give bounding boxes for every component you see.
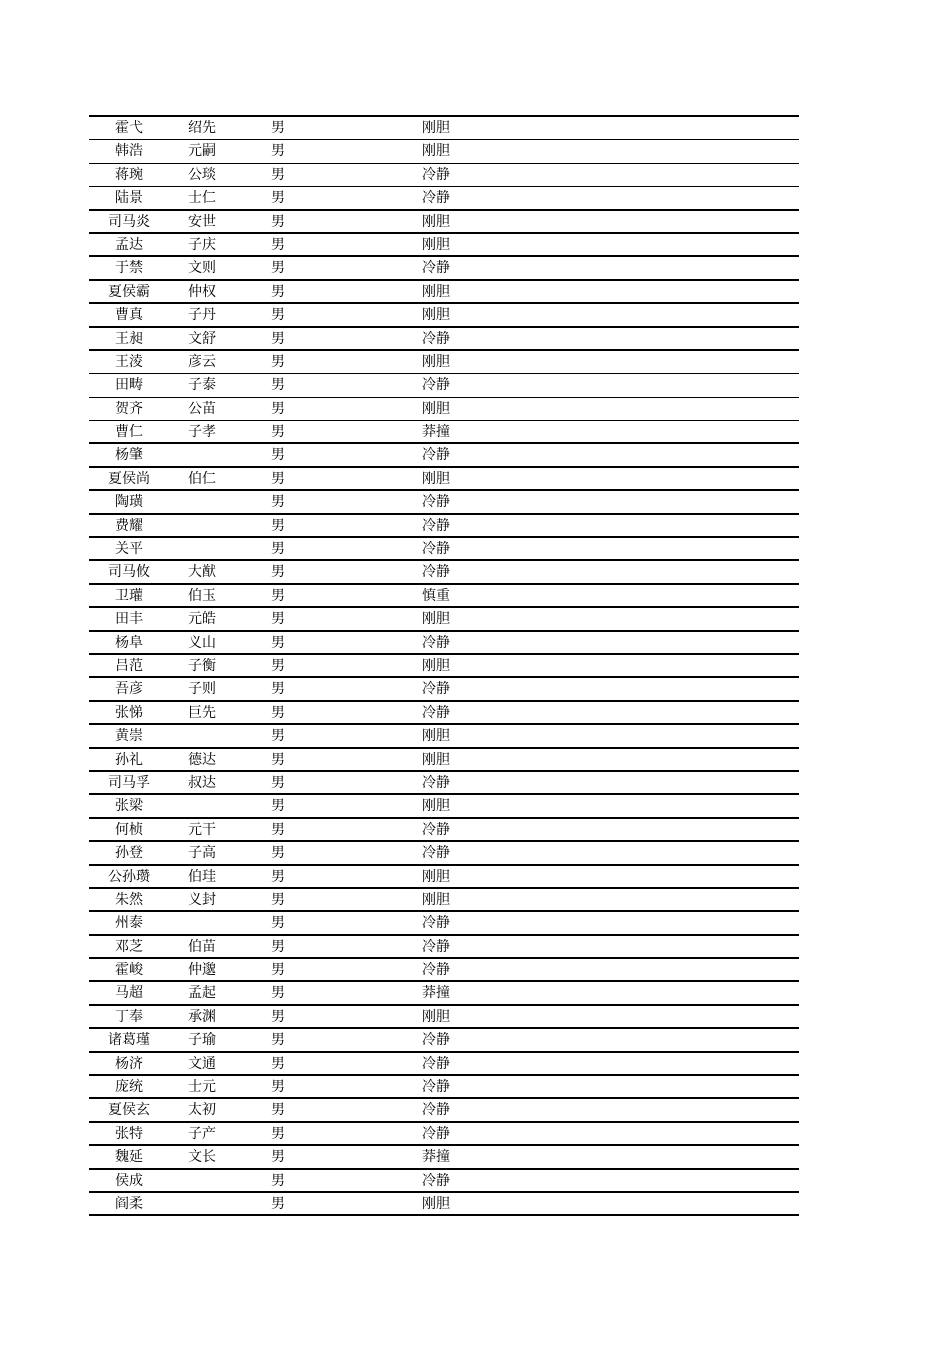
gender-cell: 男 bbox=[271, 821, 285, 838]
name-cell: 庞统 bbox=[115, 1079, 143, 1096]
courtesy-name-cell: 公苗 bbox=[188, 400, 216, 417]
gender-cell: 男 bbox=[271, 938, 285, 955]
table-row bbox=[89, 538, 799, 561]
trait-cell: 刚胆 bbox=[422, 400, 450, 417]
courtesy-name-cell: 伯珪 bbox=[188, 868, 216, 885]
name-cell: 田畴 bbox=[115, 377, 143, 394]
trait-cell: 刚胆 bbox=[422, 798, 450, 815]
courtesy-name-cell: 伯仁 bbox=[188, 470, 216, 487]
name-cell: 杨肇 bbox=[115, 447, 143, 464]
gender-cell: 男 bbox=[271, 120, 285, 136]
gender-cell: 男 bbox=[271, 447, 285, 464]
trait-cell: 冷静 bbox=[422, 166, 450, 183]
table-row bbox=[89, 374, 799, 397]
gender-cell: 男 bbox=[271, 166, 285, 183]
name-cell: 孙登 bbox=[115, 845, 143, 862]
name-cell: 蒋琬 bbox=[115, 166, 143, 183]
courtesy-name-cell: 元皓 bbox=[188, 611, 216, 628]
trait-cell: 冷静 bbox=[422, 517, 450, 534]
table-row bbox=[89, 211, 799, 234]
name-cell: 霍弋 bbox=[115, 120, 143, 136]
trait-cell: 刚胆 bbox=[422, 751, 450, 768]
gender-cell: 男 bbox=[271, 868, 285, 885]
name-cell: 张梁 bbox=[115, 798, 143, 815]
name-cell: 霍峻 bbox=[115, 962, 143, 979]
gender-cell: 男 bbox=[271, 1195, 285, 1212]
gender-cell: 男 bbox=[271, 377, 285, 394]
table-row bbox=[89, 444, 799, 467]
trait-cell: 冷静 bbox=[422, 845, 450, 862]
gender-cell: 男 bbox=[271, 143, 285, 160]
courtesy-name-cell: 元嗣 bbox=[188, 143, 216, 160]
table-row bbox=[89, 1099, 799, 1122]
name-cell: 夏侯霸 bbox=[108, 283, 150, 300]
name-cell: 曹仁 bbox=[115, 424, 143, 441]
name-cell: 州泰 bbox=[115, 915, 143, 932]
table-row bbox=[89, 608, 799, 631]
gender-cell: 男 bbox=[271, 424, 285, 441]
table-row bbox=[89, 281, 799, 304]
table-row bbox=[89, 468, 799, 491]
table-row bbox=[89, 515, 799, 538]
gender-cell: 男 bbox=[271, 657, 285, 674]
trait-cell: 刚胆 bbox=[422, 891, 450, 908]
courtesy-name-cell: 士仁 bbox=[188, 190, 216, 207]
trait-cell: 冷静 bbox=[422, 447, 450, 464]
courtesy-name-cell: 文长 bbox=[188, 1149, 216, 1166]
courtesy-name-cell: 子庆 bbox=[188, 236, 216, 253]
gender-cell: 男 bbox=[271, 891, 285, 908]
trait-cell: 冷静 bbox=[422, 681, 450, 698]
trait-cell: 刚胆 bbox=[422, 143, 450, 160]
gender-cell: 男 bbox=[271, 307, 285, 324]
trait-cell: 刚胆 bbox=[422, 611, 450, 628]
table-row bbox=[89, 982, 799, 1005]
courtesy-name-cell: 子丹 bbox=[188, 307, 216, 324]
name-cell: 韩浩 bbox=[115, 143, 143, 160]
courtesy-name-cell: 太初 bbox=[188, 1102, 216, 1119]
gender-cell: 男 bbox=[271, 915, 285, 932]
courtesy-name-cell: 德达 bbox=[188, 751, 216, 768]
gender-cell: 男 bbox=[271, 1102, 285, 1119]
courtesy-name-cell: 绍先 bbox=[188, 120, 216, 136]
name-cell: 朱然 bbox=[115, 891, 143, 908]
trait-cell: 刚胆 bbox=[422, 353, 450, 370]
trait-cell: 莽撞 bbox=[422, 985, 450, 1002]
gender-cell: 男 bbox=[271, 260, 285, 277]
gender-cell: 男 bbox=[271, 611, 285, 628]
trait-cell: 冷静 bbox=[422, 564, 450, 581]
table-row bbox=[89, 632, 799, 655]
trait-cell: 冷静 bbox=[422, 704, 450, 721]
trait-cell: 冷静 bbox=[422, 377, 450, 394]
gender-cell: 男 bbox=[271, 213, 285, 230]
table-row bbox=[89, 725, 799, 748]
courtesy-name-cell: 叔达 bbox=[188, 774, 216, 791]
table-row bbox=[89, 866, 799, 889]
name-cell: 陶璜 bbox=[115, 494, 143, 511]
courtesy-name-cell: 文通 bbox=[188, 1055, 216, 1072]
table-row bbox=[89, 585, 799, 608]
trait-cell: 冷静 bbox=[422, 1102, 450, 1119]
name-cell: 何桢 bbox=[115, 821, 143, 838]
table-row bbox=[89, 889, 799, 912]
table-row bbox=[89, 655, 799, 678]
courtesy-name-cell: 伯苗 bbox=[188, 938, 216, 955]
trait-cell: 慎重 bbox=[422, 587, 450, 604]
courtesy-name-cell: 安世 bbox=[188, 213, 216, 230]
name-cell: 司马孚 bbox=[108, 774, 150, 791]
table-row bbox=[89, 1170, 799, 1193]
table-row bbox=[89, 702, 799, 725]
gender-cell: 男 bbox=[271, 494, 285, 511]
trait-cell: 冷静 bbox=[422, 190, 450, 207]
courtesy-name-cell: 承渊 bbox=[188, 1008, 216, 1025]
table-row bbox=[89, 842, 799, 865]
gender-cell: 男 bbox=[271, 962, 285, 979]
table-row bbox=[89, 257, 799, 280]
trait-cell: 莽撞 bbox=[422, 424, 450, 441]
gender-cell: 男 bbox=[271, 751, 285, 768]
courtesy-name-cell: 孟起 bbox=[188, 985, 216, 1002]
trait-cell: 刚胆 bbox=[422, 868, 450, 885]
table-row bbox=[89, 959, 799, 982]
table-row bbox=[89, 234, 799, 257]
name-cell: 孙礼 bbox=[115, 751, 143, 768]
gender-cell: 男 bbox=[271, 774, 285, 791]
gender-cell: 男 bbox=[271, 587, 285, 604]
trait-cell: 冷静 bbox=[422, 1032, 450, 1049]
name-cell: 吾彦 bbox=[115, 681, 143, 698]
name-cell: 邓芝 bbox=[115, 938, 143, 955]
table-row bbox=[89, 772, 799, 795]
gender-cell: 男 bbox=[271, 845, 285, 862]
gender-cell: 男 bbox=[271, 400, 285, 417]
name-cell: 田丰 bbox=[115, 611, 143, 628]
trait-cell: 冷静 bbox=[422, 1125, 450, 1142]
table-row bbox=[89, 1053, 799, 1076]
name-cell: 司马攸 bbox=[108, 564, 150, 581]
name-cell: 黄崇 bbox=[115, 728, 143, 745]
name-cell: 卫瓘 bbox=[115, 587, 143, 604]
gender-cell: 男 bbox=[271, 190, 285, 207]
gender-cell: 男 bbox=[271, 283, 285, 300]
trait-cell: 冷静 bbox=[422, 541, 450, 558]
gender-cell: 男 bbox=[271, 541, 285, 558]
trait-cell: 刚胆 bbox=[422, 283, 450, 300]
table-row bbox=[89, 117, 799, 140]
table-row bbox=[89, 304, 799, 327]
table-row bbox=[89, 561, 799, 584]
gender-cell: 男 bbox=[271, 1125, 285, 1142]
trait-cell: 刚胆 bbox=[422, 470, 450, 487]
name-cell: 张悌 bbox=[115, 704, 143, 721]
table-row bbox=[89, 1123, 799, 1146]
table-row bbox=[89, 328, 799, 351]
name-cell: 于禁 bbox=[115, 260, 143, 277]
trait-cell: 冷静 bbox=[422, 774, 450, 791]
trait-cell: 刚胆 bbox=[422, 1195, 450, 1212]
name-cell: 公孙瓒 bbox=[108, 868, 150, 885]
gender-cell: 男 bbox=[271, 798, 285, 815]
name-cell: 阎柔 bbox=[115, 1195, 143, 1212]
name-cell: 吕范 bbox=[115, 657, 143, 674]
trait-cell: 冷静 bbox=[422, 1079, 450, 1096]
courtesy-name-cell: 子孝 bbox=[188, 424, 216, 441]
gender-cell: 男 bbox=[271, 1008, 285, 1025]
trait-cell: 刚胆 bbox=[422, 213, 450, 230]
courtesy-name-cell: 子瑜 bbox=[188, 1032, 216, 1049]
trait-cell: 冷静 bbox=[422, 330, 450, 347]
trait-cell: 冷静 bbox=[422, 1055, 450, 1072]
gender-cell: 男 bbox=[271, 353, 285, 370]
character-table bbox=[89, 115, 799, 1216]
trait-cell: 刚胆 bbox=[422, 1008, 450, 1025]
name-cell: 曹真 bbox=[115, 307, 143, 324]
name-cell: 司马炎 bbox=[108, 213, 150, 230]
table-row bbox=[89, 1076, 799, 1099]
courtesy-name-cell: 义山 bbox=[188, 634, 216, 651]
courtesy-name-cell: 子衡 bbox=[188, 657, 216, 674]
name-cell: 马超 bbox=[115, 985, 143, 1002]
gender-cell: 男 bbox=[271, 704, 285, 721]
trait-cell: 冷静 bbox=[422, 494, 450, 511]
courtesy-name-cell: 彦云 bbox=[188, 353, 216, 370]
table-row bbox=[89, 1193, 799, 1216]
courtesy-name-cell: 义封 bbox=[188, 891, 216, 908]
name-cell: 张特 bbox=[115, 1125, 143, 1142]
gender-cell: 男 bbox=[271, 1032, 285, 1049]
name-cell: 杨阜 bbox=[115, 634, 143, 651]
trait-cell: 冷静 bbox=[422, 915, 450, 932]
name-cell: 杨济 bbox=[115, 1055, 143, 1072]
courtesy-name-cell: 子则 bbox=[188, 681, 216, 698]
table-row bbox=[89, 678, 799, 701]
name-cell: 费耀 bbox=[115, 517, 143, 534]
courtesy-name-cell: 子高 bbox=[188, 845, 216, 862]
trait-cell: 冷静 bbox=[422, 1172, 450, 1189]
trait-cell: 冷静 bbox=[422, 962, 450, 979]
courtesy-name-cell: 士元 bbox=[188, 1079, 216, 1096]
courtesy-name-cell: 文则 bbox=[188, 260, 216, 277]
table-row bbox=[89, 1029, 799, 1052]
name-cell: 侯成 bbox=[115, 1172, 143, 1189]
name-cell: 王淩 bbox=[115, 353, 143, 370]
gender-cell: 男 bbox=[271, 330, 285, 347]
courtesy-name-cell: 子产 bbox=[188, 1125, 216, 1142]
courtesy-name-cell: 仲权 bbox=[188, 283, 216, 300]
trait-cell: 刚胆 bbox=[422, 728, 450, 745]
gender-cell: 男 bbox=[271, 985, 285, 1002]
gender-cell: 男 bbox=[271, 517, 285, 534]
trait-cell: 刚胆 bbox=[422, 120, 450, 136]
gender-cell: 男 bbox=[271, 1055, 285, 1072]
gender-cell: 男 bbox=[271, 1079, 285, 1096]
table-row bbox=[89, 140, 799, 163]
trait-cell: 冷静 bbox=[422, 938, 450, 955]
trait-cell: 刚胆 bbox=[422, 236, 450, 253]
gender-cell: 男 bbox=[271, 236, 285, 253]
trait-cell: 刚胆 bbox=[422, 307, 450, 324]
courtesy-name-cell: 巨先 bbox=[188, 704, 216, 721]
trait-cell: 冷静 bbox=[422, 260, 450, 277]
name-cell: 王昶 bbox=[115, 330, 143, 347]
courtesy-name-cell: 大猷 bbox=[188, 564, 216, 581]
gender-cell: 男 bbox=[271, 634, 285, 651]
table-row bbox=[89, 351, 799, 374]
table-row bbox=[89, 491, 799, 514]
courtesy-name-cell: 仲邈 bbox=[188, 962, 216, 979]
trait-cell: 冷静 bbox=[422, 821, 450, 838]
courtesy-name-cell: 子泰 bbox=[188, 377, 216, 394]
table-row bbox=[89, 819, 799, 842]
gender-cell: 男 bbox=[271, 1149, 285, 1166]
courtesy-name-cell: 伯玉 bbox=[188, 587, 216, 604]
name-cell: 夏侯尚 bbox=[108, 470, 150, 487]
courtesy-name-cell: 文舒 bbox=[188, 330, 216, 347]
table-row bbox=[89, 398, 799, 421]
courtesy-name-cell: 公琰 bbox=[188, 166, 216, 183]
gender-cell: 男 bbox=[271, 681, 285, 698]
gender-cell: 男 bbox=[271, 470, 285, 487]
gender-cell: 男 bbox=[271, 728, 285, 745]
table-row bbox=[89, 1006, 799, 1029]
name-cell: 孟达 bbox=[115, 236, 143, 253]
table-row bbox=[89, 421, 799, 444]
table-row bbox=[89, 936, 799, 959]
courtesy-name-cell: 元干 bbox=[188, 821, 216, 838]
trait-cell: 刚胆 bbox=[422, 657, 450, 674]
name-cell: 贺齐 bbox=[115, 400, 143, 417]
name-cell: 魏延 bbox=[115, 1149, 143, 1166]
name-cell: 夏侯玄 bbox=[108, 1102, 150, 1119]
table-row bbox=[89, 1146, 799, 1169]
table-row bbox=[89, 795, 799, 818]
name-cell: 诸葛瑾 bbox=[108, 1032, 150, 1049]
table-row bbox=[89, 164, 799, 187]
gender-cell: 男 bbox=[271, 1172, 285, 1189]
table-row bbox=[89, 187, 799, 210]
trait-cell: 冷静 bbox=[422, 634, 450, 651]
table-row bbox=[89, 749, 799, 772]
trait-cell: 莽撞 bbox=[422, 1149, 450, 1166]
gender-cell: 男 bbox=[271, 564, 285, 581]
table-row bbox=[89, 912, 799, 935]
name-cell: 关平 bbox=[115, 541, 143, 558]
name-cell: 丁奉 bbox=[115, 1008, 143, 1025]
name-cell: 陆景 bbox=[115, 190, 143, 207]
